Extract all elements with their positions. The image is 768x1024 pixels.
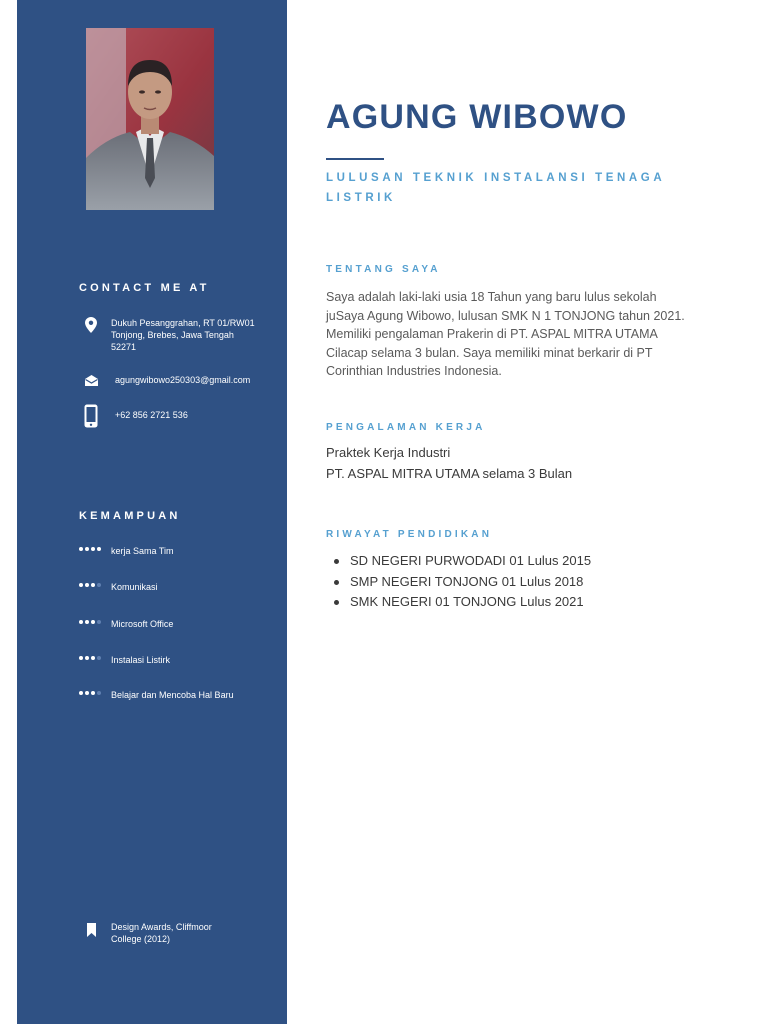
bookmark-icon (80, 923, 102, 947)
subtitle: LULUSAN TEKNIK INSTALANSI TENAGA LISTRIK (326, 172, 665, 204)
bullet-icon (334, 559, 339, 564)
full-name: AGUNG WIBOWO (326, 98, 628, 136)
skill-label: Microsoft Office (111, 619, 174, 629)
education-text: SMP NEGERI TONJONG 01 Lulus 2018 (350, 573, 584, 589)
email-text[interactable]: agungwibowo250303@gmail.com (115, 375, 251, 385)
contact-email[interactable] (80, 374, 270, 390)
experience-title: Praktek Kerja Industri (326, 445, 451, 460)
bullet-icon (334, 580, 339, 585)
skill-level-dots (79, 656, 101, 660)
skill-level-dots (79, 547, 101, 551)
skill-label: kerja Sama Tim (111, 546, 174, 556)
mobile-phone-icon (80, 404, 102, 428)
profile-photo (86, 28, 214, 210)
bullet-icon (334, 600, 339, 605)
about-text: Saya adalah laki-laki usia 18 Tahun yang baru lulus sekolah juSaya Agung Wibowo, lulusan SMK N 1 TONJONG tahun 2021. Memiliki pengalaman Prakerin di PT. ASPAL MITRA UTAMA Cilacap selama 3 bulan. Saya memiliki minat berkarir di PT Corinthian Industries Indonesia. (326, 290, 685, 378)
skills-heading: KEMAMPUAN (79, 510, 181, 522)
envelope-icon (80, 375, 102, 399)
experience-detail: PT. ASPAL MITRA UTAMA selama 3 Bulan (326, 466, 573, 481)
address-text: Dukuh Pesanggrahan, RT 01/RW01 Tonjong, Brebes, Jawa Tengah 52271 (111, 318, 255, 352)
phone-text[interactable]: +62 856 2721 536 (115, 410, 188, 420)
skill-level-dots (79, 691, 101, 695)
skill-label: Belajar dan Mencoba Hal Baru (111, 690, 234, 700)
profile-photo-image (86, 28, 214, 210)
contact-phone[interactable] (80, 404, 270, 430)
contact-address (80, 317, 270, 357)
education-item (326, 551, 706, 572)
education-heading: RIWAYAT PENDIDIKAN (326, 529, 493, 540)
education-list (326, 551, 706, 613)
skill-level-dots (79, 620, 101, 624)
award-item (80, 921, 270, 949)
about-heading: TENTANG SAYA (326, 264, 441, 275)
skill-level-dots (79, 583, 101, 587)
award-text: Design Awards, Cliffmoor College (2012) (111, 922, 212, 944)
experience-heading: PENGALAMAN KERJA (326, 422, 486, 433)
education-text: SMK NEGERI 01 TONJONG Lulus 2021 (350, 594, 584, 609)
skill-label: Komunikasi (111, 582, 158, 592)
name-divider (326, 158, 384, 160)
education-item (326, 572, 706, 593)
contact-heading: CONTACT ME AT (79, 282, 210, 294)
education-text: SD NEGERI PURWODADI 01 Lulus 2015 (350, 553, 592, 568)
skill-label: Instalasi Listirk (111, 655, 171, 665)
education-item (326, 592, 706, 613)
map-pin-icon (80, 317, 102, 341)
